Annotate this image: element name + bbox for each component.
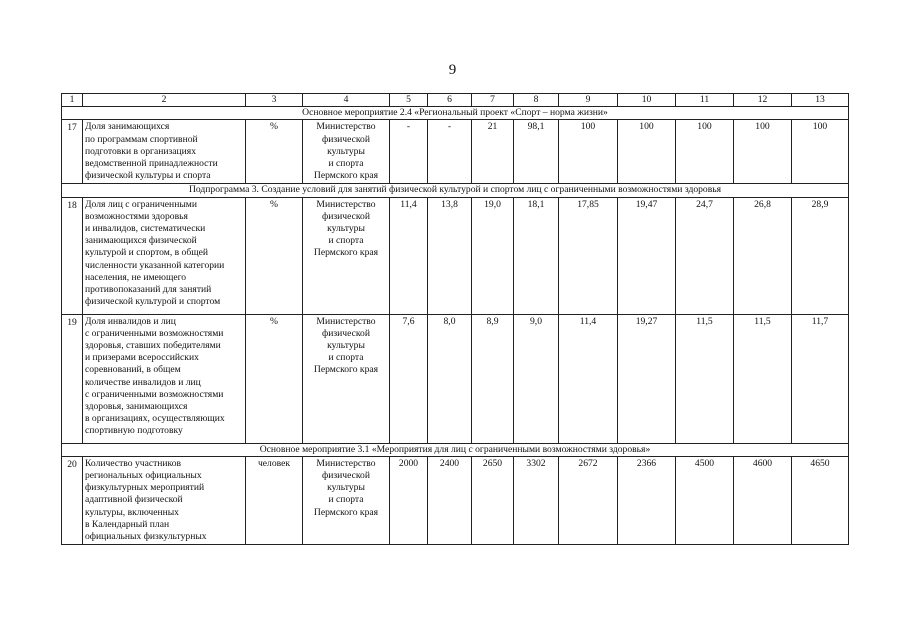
value-cell: 98,1 bbox=[514, 120, 559, 184]
indicator-line: и инвалидов, систематически bbox=[85, 223, 206, 235]
value-cell: 7,6 bbox=[390, 314, 428, 443]
table-row bbox=[62, 456, 849, 544]
column-header: 12 bbox=[734, 94, 792, 107]
indicator-line: с ограниченными возможностями bbox=[85, 388, 224, 400]
executor bbox=[303, 456, 390, 544]
executor-line: и спорта bbox=[328, 235, 364, 247]
executor-line: Пермского края bbox=[313, 506, 379, 518]
table-row bbox=[62, 314, 849, 443]
indicator-line: подготовки в организациях bbox=[85, 145, 196, 157]
executor-line: и спорта bbox=[328, 158, 364, 170]
unit: % bbox=[246, 197, 303, 314]
executor-line: культуры bbox=[327, 340, 365, 352]
value-cell: 4600 bbox=[734, 456, 792, 544]
column-header: 6 bbox=[428, 94, 472, 107]
value-cell: 18,1 bbox=[514, 197, 559, 314]
indicator-name bbox=[83, 197, 246, 314]
indicator-line: спортивную подготовку bbox=[85, 425, 183, 437]
table-row bbox=[62, 120, 849, 184]
indicator-line: и призерами всероссийских bbox=[85, 352, 199, 364]
value-cell: 3302 bbox=[514, 456, 559, 544]
executor-line: и спорта bbox=[328, 494, 364, 506]
indicator-line: в Календарный план bbox=[85, 518, 170, 530]
value-cell: 11,4 bbox=[559, 314, 618, 443]
value-cell: 11,4 bbox=[390, 197, 428, 314]
indicator-line: Доля занимающихся bbox=[85, 121, 170, 133]
unit: человек bbox=[246, 456, 303, 544]
executor-line: Министерство bbox=[316, 198, 376, 210]
indicator-line: численности указанной категории bbox=[85, 259, 225, 271]
column-header: 8 bbox=[514, 94, 559, 107]
executor-line: Пермского края bbox=[313, 170, 379, 182]
value-cell: 21 bbox=[472, 120, 514, 184]
value-cell: 2650 bbox=[472, 456, 514, 544]
value-cell: 26,8 bbox=[734, 197, 792, 314]
value-cell: - bbox=[390, 120, 428, 184]
value-cell: 17,85 bbox=[559, 197, 618, 314]
indicator-line: Доля лиц с ограниченными bbox=[85, 198, 197, 210]
indicator-line: физической культурой и спортом bbox=[85, 296, 221, 308]
value-cell: 19,47 bbox=[618, 197, 676, 314]
indicator-line: соревнований, в общем bbox=[85, 364, 181, 376]
indicator-line: с ограниченными возможностями bbox=[85, 327, 224, 339]
executor bbox=[303, 197, 390, 314]
value-cell: 8,0 bbox=[428, 314, 472, 443]
executor-line: культуры bbox=[327, 145, 365, 157]
column-header: 5 bbox=[390, 94, 428, 107]
indicator-line: населения, не имеющего bbox=[85, 271, 187, 283]
column-header: 11 bbox=[676, 94, 734, 107]
column-header: 3 bbox=[246, 94, 303, 107]
value-cell: 19,0 bbox=[472, 197, 514, 314]
value-cell: 11,5 bbox=[734, 314, 792, 443]
value-cell: 4650 bbox=[792, 456, 849, 544]
executor-line: физической bbox=[322, 327, 370, 339]
indicator-line: региональных официальных bbox=[85, 470, 202, 482]
value-cell: 11,5 bbox=[676, 314, 734, 443]
value-cell: 2672 bbox=[559, 456, 618, 544]
section-row bbox=[62, 107, 849, 120]
value-cell: - bbox=[428, 120, 472, 184]
indicator-name bbox=[83, 456, 246, 544]
section-title: Подпрограмма 3. Создание условий для занятий физической культурой и спортом лиц с ограниченными возможностями здоровья bbox=[62, 184, 849, 197]
indicator-line: ведомственной принадлежности bbox=[85, 158, 218, 170]
column-header: 10 bbox=[618, 94, 676, 107]
row-number: 20 bbox=[62, 456, 83, 544]
indicator-line: здоровья, занимающихся bbox=[85, 401, 188, 413]
section-row bbox=[62, 443, 849, 456]
row-number: 19 bbox=[62, 314, 83, 443]
value-cell: 11,7 bbox=[792, 314, 849, 443]
indicator-line: физкультурных мероприятий bbox=[85, 482, 205, 494]
row-number: 18 bbox=[62, 197, 83, 314]
indicator-line: физической культуры и спорта bbox=[85, 170, 211, 182]
executor bbox=[303, 120, 390, 184]
column-header: 7 bbox=[472, 94, 514, 107]
indicators-table bbox=[61, 93, 849, 545]
column-header: 4 bbox=[303, 94, 390, 107]
value-cell: 13,8 bbox=[428, 197, 472, 314]
indicator-line: количестве инвалидов и лиц bbox=[85, 376, 201, 388]
unit: % bbox=[246, 314, 303, 443]
value-cell: 2000 bbox=[390, 456, 428, 544]
executor-line: культуры bbox=[327, 482, 365, 494]
indicator-line: по программам спортивной bbox=[85, 133, 198, 145]
value-cell: 19,27 bbox=[618, 314, 676, 443]
executor-line: физической bbox=[322, 133, 370, 145]
indicator-line: культурой и спортом, в общей bbox=[85, 247, 209, 259]
value-cell: 100 bbox=[559, 120, 618, 184]
value-cell: 2366 bbox=[618, 456, 676, 544]
indicator-line: в организациях, осуществляющих bbox=[85, 413, 225, 425]
column-header-row bbox=[62, 94, 849, 107]
indicator-line: противопоказаний для занятий bbox=[85, 284, 212, 296]
value-cell: 8,9 bbox=[472, 314, 514, 443]
indicator-name bbox=[83, 314, 246, 443]
indicator-line: адаптивной физической bbox=[85, 494, 183, 506]
indicator-line: здоровья, ставших победителями bbox=[85, 340, 221, 352]
section-title: Основное мероприятие 3.1 «Мероприятия для лиц с ограниченными возможностями здоровья» bbox=[62, 443, 849, 456]
column-header: 1 bbox=[62, 94, 83, 107]
indicator-line: возможностями здоровья bbox=[85, 210, 188, 222]
executor-line: Пермского края bbox=[313, 247, 379, 259]
column-header: 13 bbox=[792, 94, 849, 107]
indicator-name bbox=[83, 120, 246, 184]
indicator-line: официальных физкультурных bbox=[85, 531, 207, 543]
value-cell: 100 bbox=[734, 120, 792, 184]
section-row bbox=[62, 184, 849, 197]
page-number: 9 bbox=[448, 62, 457, 78]
indicator-line: Доля инвалидов и лиц bbox=[85, 315, 176, 327]
executor-line: Министерство bbox=[316, 457, 376, 469]
value-cell: 9,0 bbox=[514, 314, 559, 443]
value-cell: 100 bbox=[792, 120, 849, 184]
executor-line: культуры bbox=[327, 223, 365, 235]
column-header: 9 bbox=[559, 94, 618, 107]
table-row bbox=[62, 197, 849, 314]
executor bbox=[303, 314, 390, 443]
value-cell: 100 bbox=[618, 120, 676, 184]
column-header: 2 bbox=[83, 94, 246, 107]
executor-line: физической bbox=[322, 470, 370, 482]
row-number: 17 bbox=[62, 120, 83, 184]
unit: % bbox=[246, 120, 303, 184]
value-cell: 4500 bbox=[676, 456, 734, 544]
value-cell: 28,9 bbox=[792, 197, 849, 314]
value-cell: 24,7 bbox=[676, 197, 734, 314]
indicator-line: занимающихся физической bbox=[85, 235, 197, 247]
executor-line: физической bbox=[322, 210, 370, 222]
indicator-line: Количество участников bbox=[85, 457, 182, 469]
executor-line: и спорта bbox=[328, 352, 364, 364]
executor-line: Министерство bbox=[316, 121, 376, 133]
executor-line: Министерство bbox=[316, 315, 376, 327]
executor-line: Пермского края bbox=[313, 364, 379, 376]
indicator-line: культуры, включенных bbox=[85, 506, 179, 518]
section-title: Основное мероприятие 2.4 «Региональный проект «Спорт – норма жизни» bbox=[62, 107, 849, 120]
value-cell: 2400 bbox=[428, 456, 472, 544]
value-cell: 100 bbox=[676, 120, 734, 184]
